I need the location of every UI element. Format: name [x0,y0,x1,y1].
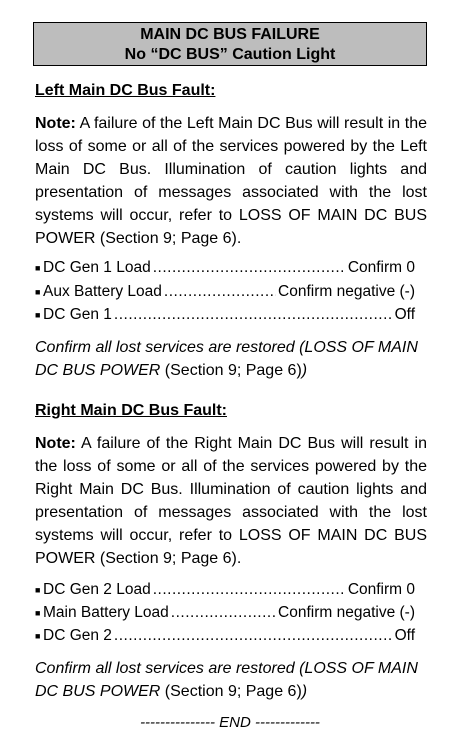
right-item-1-label: DC Gen 2 Load [43,581,151,598]
leader-dots [153,258,346,278]
left-note-text: A failure of the Left Main DC Bus will result in the loss of some or all of the services powered by the Left Main DC Bus. Illumination of caution lights and presentation of messages associated with the lost systems will occur, refer to LOSS OF MAIN DC BUS POWER (Section 9; Page 6). [35,115,427,247]
left-item-1-label: DC Gen 1 Load [43,259,151,276]
left-item-2 [35,282,415,302]
leader-dots [153,580,346,600]
leader-dots [114,626,393,646]
bullet-icon: ■ [35,585,41,595]
right-item-3 [35,626,415,646]
right-confirm-a: Confirm all lost services are restored (LOSS OF MAIN DC BUS POWER [35,660,418,700]
bullet-icon: ■ [35,287,41,297]
title-box [33,22,427,66]
left-item-2-value: Confirm negative (-) [278,283,415,300]
left-item-3-value: Off [394,306,415,323]
right-note-label: Note: [35,435,76,452]
left-confirm-b: (Section 9; Page 6) [164,362,302,379]
left-item-1-value: Confirm 0 [347,259,415,276]
right-item-1 [35,580,415,600]
left-confirm-a: Confirm all lost services are restored (LOSS OF MAIN DC BUS POWER [35,339,418,379]
left-confirm-note [35,336,427,382]
right-item-2-value: Confirm negative (-) [278,604,415,621]
left-note [35,112,427,250]
right-item-1-value: Confirm 0 [347,581,415,598]
end-marker: --------------- END ------------- [140,714,320,731]
left-item-2-label: Aux Battery Load [43,283,162,300]
title-line-2: No “DC BUS” Caution Light [124,46,336,63]
left-note-label: Note: [35,115,76,132]
right-item-3-value: Off [394,627,415,644]
right-section-heading: Right Main DC Bus Fault: [35,402,227,419]
leader-dots [114,305,393,325]
bullet-icon: ■ [35,631,41,641]
leader-dots [171,603,276,623]
title-line-1: MAIN DC BUS FAILURE [140,26,320,43]
right-confirm-c: ) [301,683,308,700]
right-note-text: A failure of the Right Main DC Bus will result in the loss of some or all of the services powered by the Right Main DC Bus. Illumination of caution lights and presentation of messages associated with the lost systems will occur, refer to LOSS OF MAIN DC BUS POWER (Section 9; Page 6). [35,435,427,567]
leader-dots [164,282,276,302]
right-confirm-note [35,657,427,703]
right-item-2 [35,603,415,623]
right-confirm-b: (Section 9; Page 6) [164,683,302,700]
bullet-icon: ■ [35,310,41,320]
left-item-3-label: DC Gen 1 [43,306,112,323]
right-item-3-label: DC Gen 2 [43,627,112,644]
bullet-icon: ■ [35,608,41,618]
right-item-2-label: Main Battery Load [43,604,169,621]
left-item-3 [35,305,415,325]
left-section-heading: Left Main DC Bus Fault: [35,82,216,99]
right-note [35,432,427,570]
left-item-1 [35,258,415,278]
bullet-icon: ■ [35,263,41,273]
left-confirm-c: ) [301,362,308,379]
